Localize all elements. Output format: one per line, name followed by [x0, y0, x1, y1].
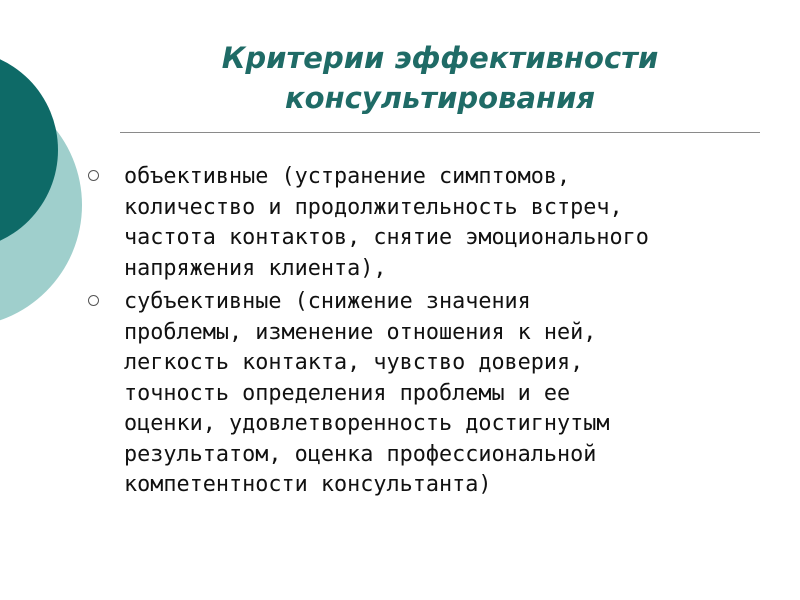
bullet-line: объективные (устранение симптомов, [124, 164, 571, 189]
bullet-line: точность определения проблемы и ее [124, 380, 571, 406]
slide-title [150, 38, 730, 118]
bullet-line: частота контактов, снятие эмоционального [124, 225, 649, 250]
bullet-item-objective [88, 162, 778, 284]
title-divider [120, 132, 760, 133]
slide-title-line-1: Критерии эффективности [221, 41, 659, 75]
bullet-text [124, 162, 778, 284]
bullet-line: количество и продолжительность встреч, [124, 194, 623, 220]
bullet-line: компетентности консультанта) [124, 472, 492, 497]
bullet-line: оценки, удовлетворенность достигнутым [124, 411, 610, 436]
hollow-circle-bullet-icon [88, 295, 99, 306]
bullet-list [88, 162, 778, 504]
bullet-line: субъективные (снижение значения [124, 289, 531, 314]
bullet-line: результатом, оценка профессиональной [124, 441, 597, 467]
slide-title-line-2: консультирования [284, 81, 596, 115]
bullet-line: проблемы, изменение отношения к ней, [124, 319, 597, 345]
bullet-item-subjective [88, 287, 778, 501]
bullet-line: легкость контакта, чувство доверия, [124, 350, 584, 375]
bullet-line: напряжения клиента), [124, 255, 387, 281]
hollow-circle-bullet-icon [88, 170, 99, 181]
bullet-text [124, 287, 778, 501]
